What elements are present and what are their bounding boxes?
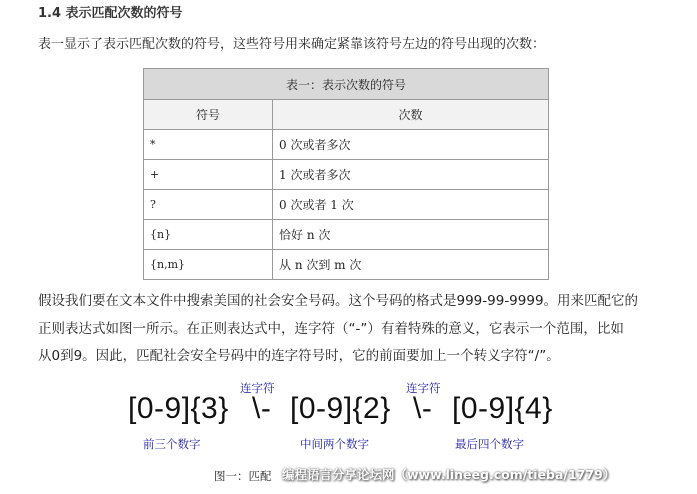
symbol-cell: * (144, 130, 273, 160)
label-last-digits: 最后四个数字 (455, 437, 524, 451)
count-cell: 从 n 次到 m 次 (273, 250, 549, 280)
label-first-digits: 前三个数字 (143, 437, 201, 451)
label-hyphen-1: 连字符 (240, 381, 275, 395)
section-heading: 1.4 表示匹配次数的符号 (38, 6, 183, 21)
symbol-cell: + (144, 160, 273, 190)
column-header-symbol: 符号 (144, 100, 273, 130)
paragraph-line: 正则表达式如图一所示。在正则表达式中，连字符（“-”）有着特殊的意义，它表示一个范围，比如 (38, 320, 624, 337)
intro-text: 表一显示了表示匹配次数的符号，这些符号用来确定紧靠该符号左边的符号出现的次数： (38, 37, 546, 52)
regex-escaped-hyphen-1: \- (252, 392, 272, 425)
table-row (144, 250, 549, 280)
table-row (144, 220, 549, 250)
figure-caption: 图一：匹配 (214, 469, 272, 483)
column-header-count: 次数 (273, 100, 549, 130)
count-cell: 0 次或者 1 次 (273, 190, 549, 220)
regex-first-group: [0-9]{3} (128, 392, 229, 425)
table-caption: 表一：表示次数的符号 (144, 69, 549, 100)
symbol-cell: {n,m} (144, 250, 273, 280)
symbol-cell: ? (144, 190, 273, 220)
paragraph-line: 从0到9。因此，匹配社会安全号码中的连字符号时，它的前面要加上一个转义字符“/”。 (38, 348, 560, 364)
label-middle-digits: 中间两个数字 (300, 437, 369, 451)
regex-last-group: [0-9]{4} (452, 392, 553, 425)
regex-middle-group: [0-9]{2} (290, 392, 391, 425)
label-hyphen-2: 连字符 (406, 381, 441, 395)
count-cell: 0 次或者多次 (273, 130, 549, 160)
body-paragraph (38, 288, 678, 371)
watermark: 编程语言分享论坛网（www.lineeg.com/tieba/1779） (282, 467, 616, 482)
symbol-cell: {n} (144, 220, 273, 250)
table-row (144, 190, 549, 220)
count-cell: 1 次或者多次 (273, 160, 549, 190)
quantifier-table (143, 68, 549, 280)
count-cell: 恰好 n 次 (273, 220, 549, 250)
paragraph-line: 假设我们要在文本文件中搜索美国的社会安全号码。这个号码的格式是999-99-9999。用来匹配它的 (38, 293, 639, 309)
table-row (144, 130, 549, 160)
table-row (144, 160, 549, 190)
regex-escaped-hyphen-2: \- (413, 392, 433, 425)
